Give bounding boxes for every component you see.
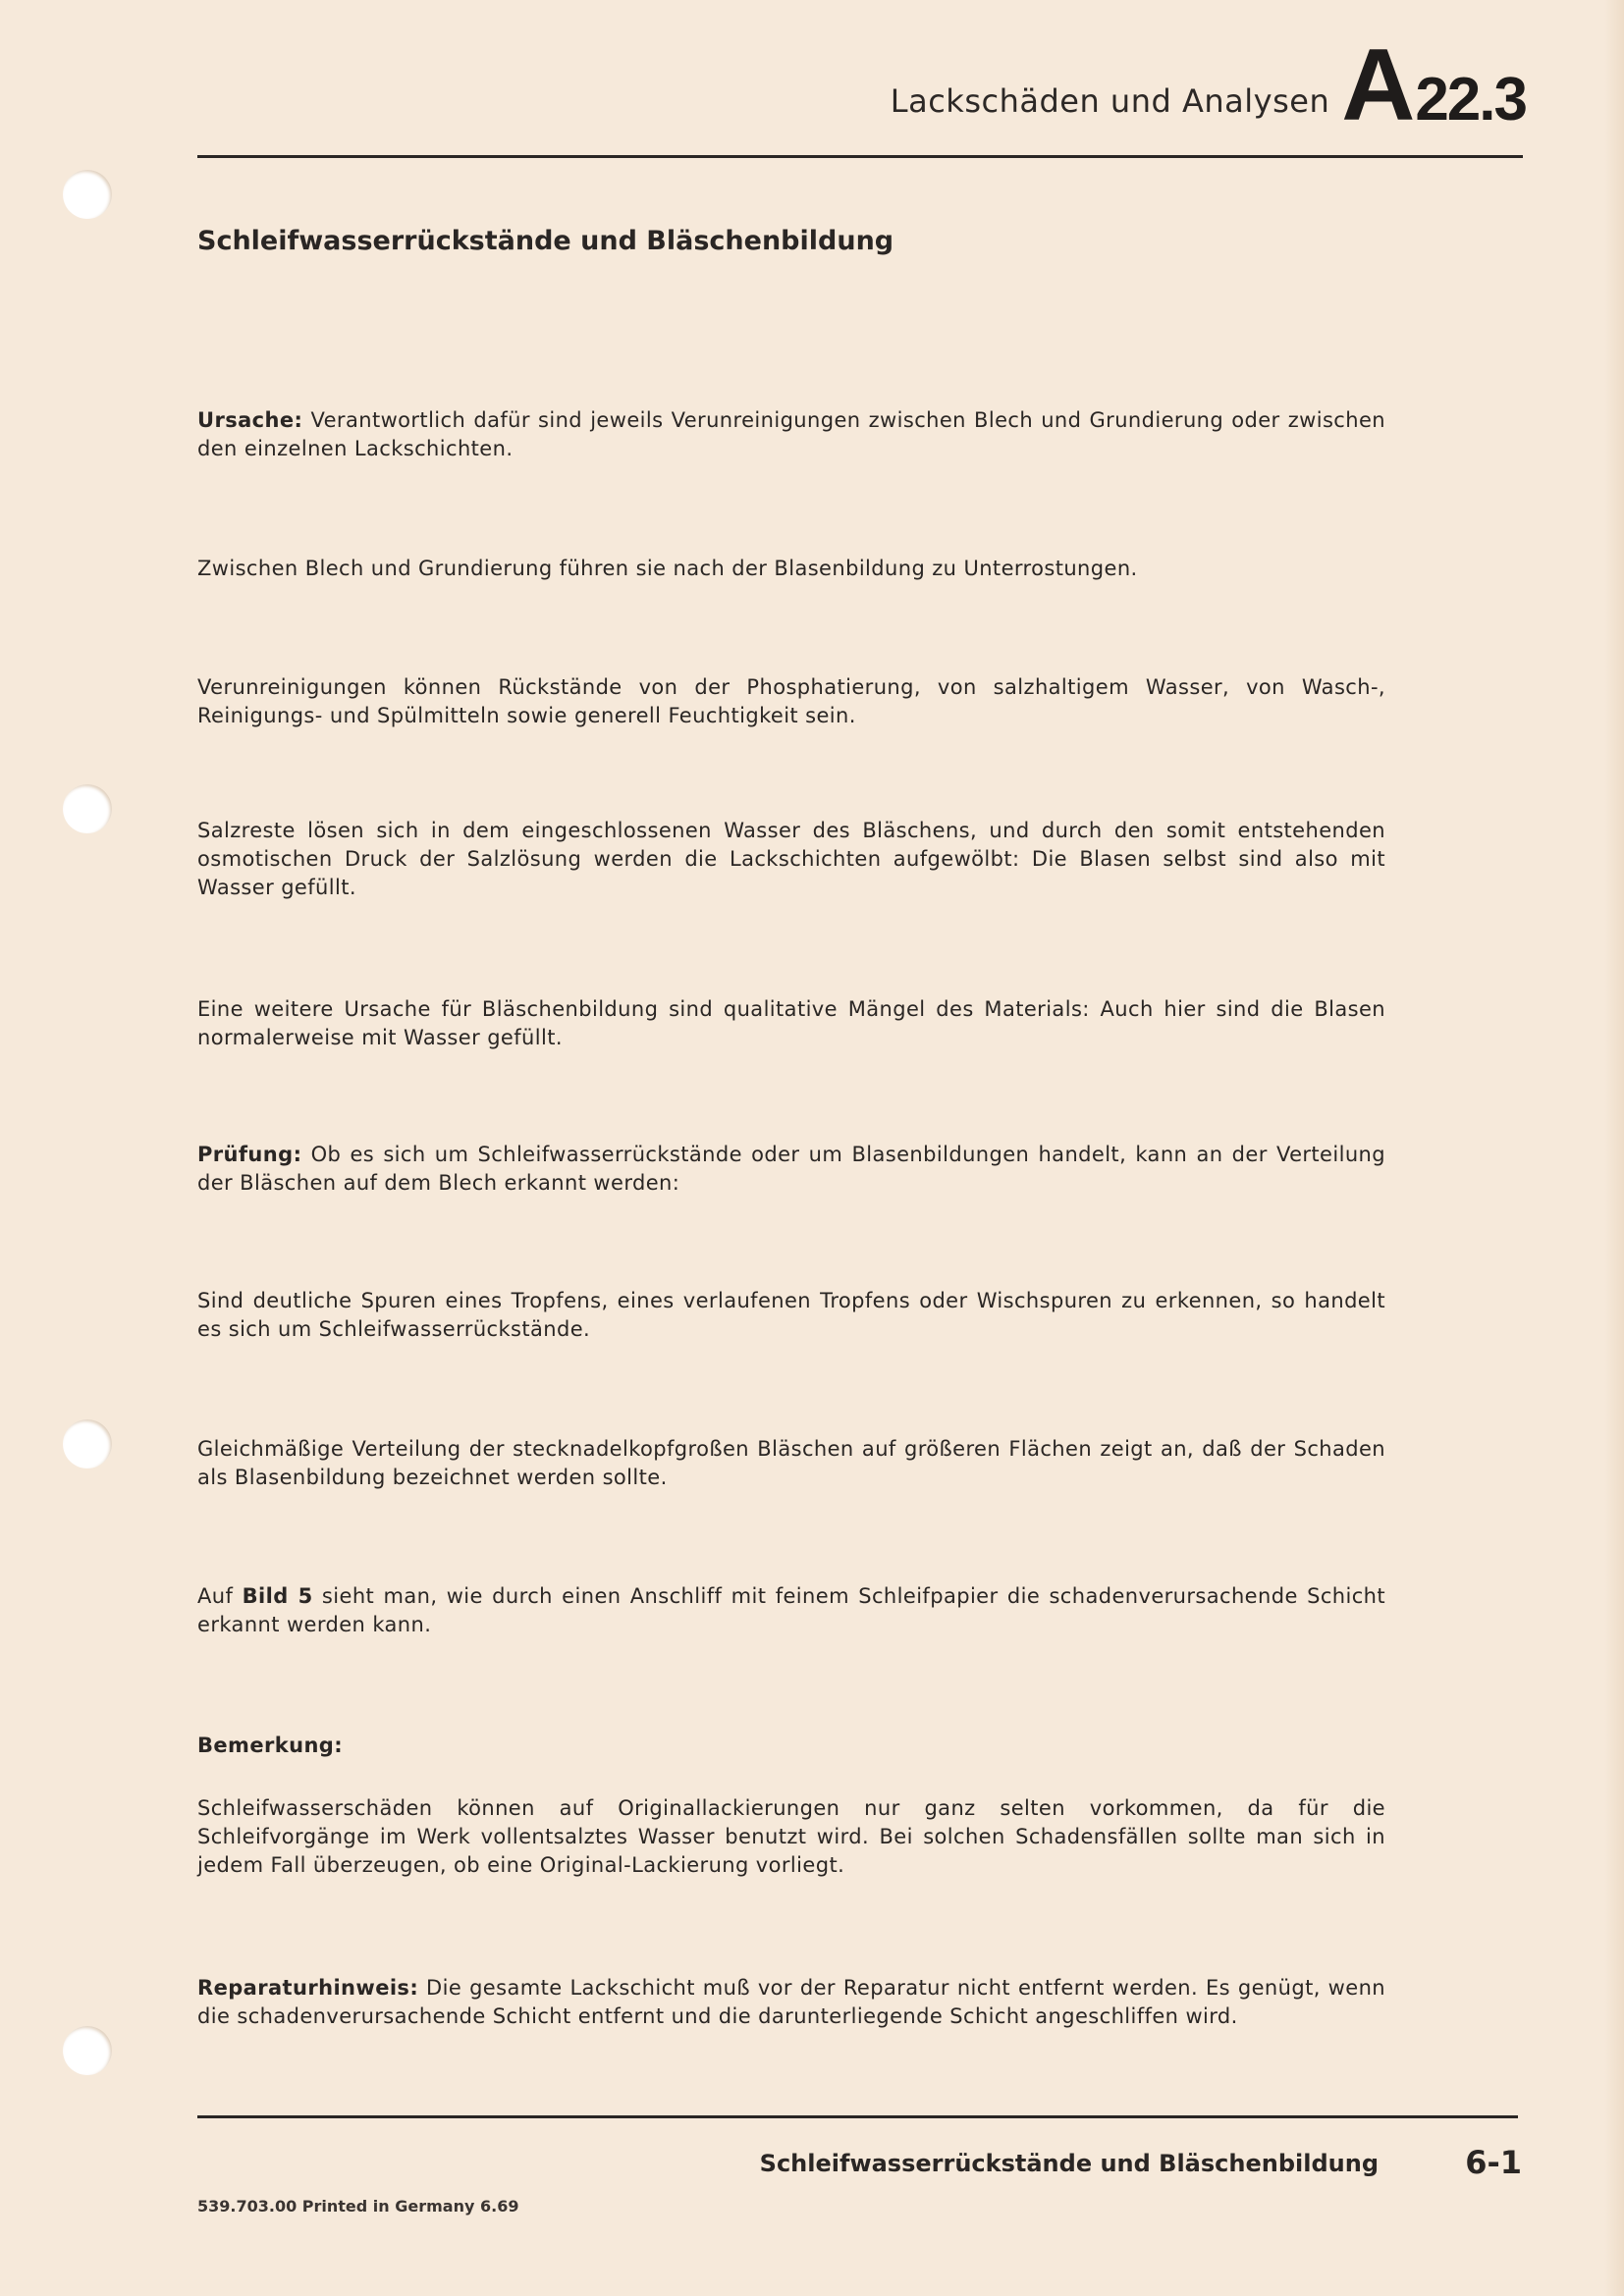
footer-rule (197, 2115, 1518, 2118)
header-code-number: 22.3 (1415, 66, 1526, 133)
paragraph-pruefung (197, 1141, 1385, 1198)
paragraph: Eine weitere Ursache für Bläschenbildung sind qualitative Mängel des Materials: Auch hier sind die Blasen normalerweise mit Wasser gefüllt. (197, 997, 1385, 1049)
label: Ursache: (197, 408, 303, 432)
page-number: 6-1 (1465, 2144, 1522, 2181)
punch-hole (63, 784, 112, 833)
page-edge (1604, 0, 1624, 2296)
text: Die gesamte Lackschicht muß vor der Reparatur nicht entfernt werden. Es genügt, wenn die schadenverursachende Schicht entfernt und die darunterliegende Schicht angeschliffen wird. (197, 1976, 1385, 2028)
header-code-letter: A (1341, 28, 1416, 142)
text: Auf (197, 1584, 243, 1608)
heading-bemerkung: Bemerkung: (197, 1734, 344, 1757)
paragraph: Salzreste lösen sich in dem eingeschlossenen Wasser des Bläschens, und durch den somit entstehenden osmotischen Druck der Salzlösung werden die Lackschichten aufgewölbt: Die Blasen selbst sind also mit Wasser gefüllt. (197, 819, 1385, 899)
paragraph: Zwischen Blech und Grundierung führen sie nach der Blasenbildung zu Unterrostungen. (197, 557, 1138, 580)
punch-hole (63, 1419, 112, 1468)
text: sieht man, wie durch einen Anschliff mit feinem Schleifpapier die schadenverursachende Schicht erkannt werden kann. (197, 1584, 1385, 1636)
header-subtitle: Lackschäden und Analysen (890, 82, 1330, 120)
print-info: 539.703.00 Printed in Germany 6.69 (197, 2197, 519, 2216)
paragraph-bild (197, 1582, 1385, 1639)
paragraph: Gleichmäßige Verteilung der stecknadelkopfgroßen Bläschen auf größeren Flächen zeigt an, daß der Schaden als Blasenbildung bezeichnet werden sollte. (197, 1437, 1385, 1489)
figure-reference: Bild 5 (242, 1584, 313, 1608)
paragraph: Verunreinigungen können Rückstände von der Phosphatierung, von salzhaltigem Wasser, von Wasch-, Reinigungs- und Spülmitteln sowie generell Feuchtigkeit sein. (197, 675, 1385, 727)
label: Reparaturhinweis: (197, 1976, 419, 2000)
paragraph-ursache (197, 406, 1385, 463)
paragraph-reparaturhinweis (197, 1974, 1385, 2031)
punch-hole (63, 170, 112, 219)
punch-hole (63, 2026, 112, 2075)
page-header (890, 28, 1526, 142)
paragraph: Sind deutliche Spuren eines Tropfens, eines verlaufenen Tropfens oder Wischspuren zu erkennen, so handelt es sich um Schleifwasserrückstände. (197, 1289, 1385, 1341)
paragraph: Schleifwasserschäden können auf Originallackierungen nur ganz selten vorkommen, da für die Schleifvorgänge im Werk vollentsalztes Wasser benutzt wird. Bei solchen Schadensfällen sollte man sich in jedem Fall überzeugen, ob eine Original-Lackierung vorliegt. (197, 1796, 1385, 1877)
footer-title: Schleifwasserrückstände und Bläschenbildung (759, 2150, 1379, 2177)
header-rule (197, 155, 1523, 158)
text: Ob es sich um Schleifwasserrückstände oder um Blasenbildungen handelt, kann an der Verteilung der Bläschen auf dem Blech erkannt werden: (197, 1143, 1385, 1195)
text: Verantwortlich dafür sind jeweils Verunreinigungen zwischen Blech und Grundierung oder zwischen den einzelnen Lackschichten. (197, 408, 1385, 460)
label: Prüfung: (197, 1143, 302, 1166)
page-title: Schleifwasserrückstände und Bläschenbildung (197, 226, 894, 256)
